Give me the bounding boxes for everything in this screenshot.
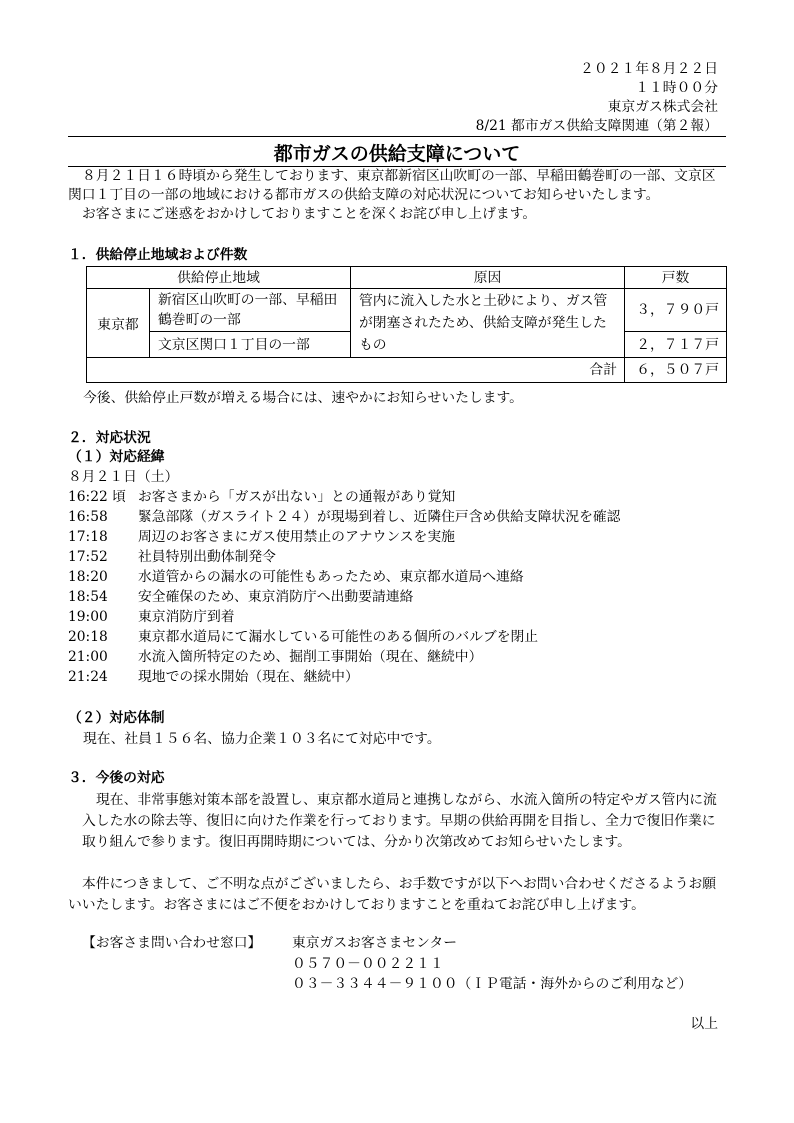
- contact-block: [82, 933, 692, 995]
- timeline-text: 緊急部隊（ガスライト２４）が現場到着し、近隣住戸含め供給支障状況を確認: [138, 509, 621, 525]
- timeline-time: 16:58: [68, 509, 108, 525]
- section-heading: ２．対応状況: [68, 430, 151, 446]
- total-label: 合計: [87, 358, 625, 383]
- contact-label: 【お客さま問い合わせ窓口】: [82, 935, 262, 951]
- timeline-entry: [68, 527, 620, 547]
- area-cell: [150, 289, 351, 332]
- table-total-row: [87, 358, 727, 383]
- timeline-entry: [68, 607, 620, 627]
- release-date: ２０２１年８月２２日: [580, 61, 718, 77]
- cause-line: 管内に流入した水と土砂により、ガス管: [359, 293, 608, 309]
- release-series: 8/21 都市ガス供給支障関連（第２報）: [475, 118, 718, 134]
- intro-line: お客さまにご迷惑をおかけしておりますことを深くお詫び申し上げます。: [82, 206, 537, 222]
- subsection-heading: （１）対応経緯: [68, 449, 165, 465]
- section2-heading: [68, 428, 151, 448]
- table-row: [87, 289, 727, 332]
- timeline-entry: [68, 567, 620, 587]
- total-households: ６，５０７戸: [625, 358, 727, 383]
- contact-row: [82, 974, 692, 995]
- section3-body: [82, 790, 717, 853]
- timeline-time: 18:54: [68, 589, 108, 605]
- timeline-entry: [68, 487, 620, 507]
- timeline-time: 18:20: [68, 569, 108, 585]
- area-line: 鶴巻町の一部: [158, 312, 241, 328]
- timeline-time: 17:52: [68, 549, 108, 565]
- timeline: [68, 487, 620, 687]
- timeline-text: 東京都水道局にて漏水している可能性のある個所のバルブを閉止: [138, 629, 539, 645]
- households-cell: ２，７１７戸: [625, 332, 727, 358]
- page-title: 都市ガスの供給支障について: [273, 143, 521, 165]
- subsection-heading: （２）対応体制: [68, 710, 165, 726]
- timeline-entry: [68, 627, 620, 647]
- timeline-text: 現地での採水開始（現在、継続中）: [138, 669, 359, 685]
- households-cell: ３，７９０戸: [625, 289, 727, 332]
- area-line: 文京区関口１丁目の一部: [158, 336, 310, 353]
- timeline-entry: [68, 507, 620, 527]
- area-line: 新宿区山吹町の一部、早稲田: [158, 292, 338, 308]
- timeline-text: 安全確保のため、東京消防庁へ出動要請連絡: [138, 589, 414, 605]
- col-header-households: 戸数: [625, 267, 727, 289]
- timeline-entry: [68, 647, 620, 667]
- timeline-time: 19:00: [68, 609, 108, 625]
- sub2-heading: [68, 708, 165, 728]
- contact-row: [82, 933, 692, 954]
- intro-line: 関口１丁目の一部の地域における都市ガスの供給支障の対応状況についてお知らせいたします。: [68, 187, 660, 203]
- paragraph-line: 本件につきまして、ご不明な点がございましたら、お手数ですが以下へお問い合わせくださるようお願: [82, 876, 717, 892]
- section1-heading: [68, 245, 247, 265]
- timeline-text: 社員特別出動体制発令: [138, 549, 276, 565]
- section-heading: ３．今後の対応: [68, 770, 165, 786]
- timeline-text: 水道管からの漏水の可能性もあったため、東京都水道局へ連絡: [138, 569, 524, 585]
- paragraph-line: いいたします。お客さまにはご不便をおかけしておりますことを重ねてお詫び申し上げます。: [68, 897, 645, 913]
- sub2-body: [83, 729, 441, 749]
- cause-line: もの: [359, 337, 387, 353]
- document-end: [690, 1014, 718, 1034]
- contact-phone-primary: ０５７０－００２２１１: [292, 955, 444, 972]
- section1-note: [83, 388, 523, 408]
- sub1-heading: [68, 447, 165, 467]
- timeline-time: 21:00: [68, 649, 108, 665]
- contact-center-name: 東京ガスお客さまセンター: [292, 935, 458, 951]
- area-cell: [150, 332, 351, 358]
- timeline-text: 周辺のお客さまにガス使用禁止のアナウンスを実施: [138, 529, 455, 545]
- end-mark: 以上: [690, 1016, 718, 1032]
- table-header-row: [87, 267, 727, 289]
- timeline-text: 水流入箇所特定のため、掘削工事開始（現在、継続中）: [138, 649, 483, 665]
- prefecture-cell: 東京都: [87, 289, 150, 358]
- release-time: １１時００分: [635, 80, 718, 96]
- company-name: 東京ガス株式会社: [607, 99, 718, 115]
- timeline-date: [68, 467, 178, 487]
- cause-line: が閉塞されたため、供給支障が発生した: [359, 315, 607, 331]
- contact-phone-secondary: ０３－３３４４－９１００（ＩＰ電話・海外からのご利用など）: [292, 976, 693, 992]
- timeline-entry: [68, 547, 620, 567]
- timeline-time: 17:18: [68, 529, 108, 545]
- cause-cell: [351, 289, 625, 358]
- timeline-entry: [68, 587, 620, 607]
- intro-line: ８月２１日１６時頃から発生しております、東京都新宿区山吹町の一部、早稲田鶴巻町の一部、文京区: [82, 168, 716, 184]
- col-header-cause: 原因: [351, 267, 625, 289]
- intro: [68, 167, 716, 224]
- timeline-date-text: ８月２１日（土）: [68, 469, 179, 485]
- col-header-area: 供給停止地域: [87, 267, 351, 289]
- release-header: [476, 60, 718, 136]
- staffing-text: 現在、社員１５６名、協力企業１０３名にて対応中です。: [83, 731, 441, 747]
- closing-paragraph: [68, 874, 716, 916]
- title-rule-top: [68, 136, 726, 137]
- section3-heading: [68, 768, 165, 788]
- timeline-time: 16:22 頃: [68, 489, 126, 505]
- section-heading: １．供給停止地域および件数: [68, 247, 248, 263]
- timeline-text: 東京消防庁到着: [138, 609, 235, 625]
- timeline-time: 20:18: [68, 629, 108, 645]
- note-text: 今後、供給停止戸数が増える場合には、速やかにお知らせいたします。: [83, 390, 523, 406]
- paragraph-line: 現在、非常事態対策本部を設置し、東京都水道局と連携しながら、水流入箇所の特定やガス管内に流: [96, 792, 717, 808]
- timeline-text: お客さまから「ガスが出ない」との通報があり覚知: [138, 489, 456, 505]
- paragraph-line: 取り組んで参ります。復旧再開時期については、分かり次第改めてお知らせいたします。: [82, 834, 631, 850]
- timeline-entry: [68, 667, 620, 687]
- timeline-time: 21:24: [68, 669, 108, 685]
- contact-row: [82, 954, 692, 975]
- paragraph-line: 入した水の除去等、復旧に向けた作業を行っております。早期の供給再開を目指し、全力で復旧作業に: [82, 813, 716, 829]
- outage-table: [86, 266, 727, 383]
